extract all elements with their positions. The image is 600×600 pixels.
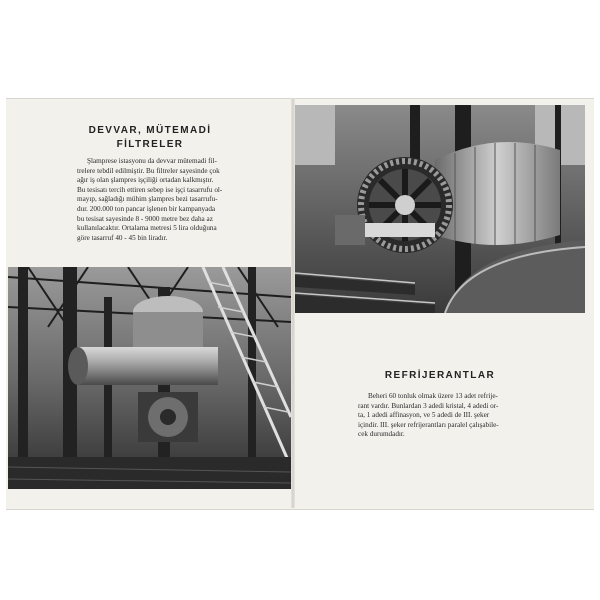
filters-heading-line1: DEVVAR, MÜTEMADİ xyxy=(88,125,212,136)
paragraph-line: Beheri 60 tonluk olmak üzere 13 adet refrije- xyxy=(368,392,498,400)
refrigerants-heading xyxy=(335,369,545,383)
paragraph-line: bu tesisat sayesinde 8 - 9000 metre bez daha az xyxy=(77,214,213,223)
paragraph-line: ağır iş olan şlampres işçiliği ortadan kalkmıştır. xyxy=(77,176,214,185)
paragraph-line: dur. 200.000 ton pancar işlenen bir kampanyada xyxy=(77,204,216,213)
paragraph-line: trelere tebdil edilmiştir. Bu filtreler sayesinde çok xyxy=(77,166,220,175)
paragraph-line: rant vardır. Bunlardan 3 adedi kristal, 4 adedi or- xyxy=(358,401,499,410)
rotary-filter-illustration xyxy=(295,105,585,313)
paragraph-line: göre tasarruf 40 - 45 bin liradır. xyxy=(77,233,168,242)
factory-structure-photo xyxy=(8,267,291,489)
paragraph-line: mayıp, sağladığı mühim şlampres bezi tasarrufu- xyxy=(77,195,218,204)
factory-structure-illustration xyxy=(8,267,291,489)
paragraph-line: içindir. III. şeker refrijerantları paralel çalışabile- xyxy=(358,420,499,429)
paragraph-line: Bu tesisatı tercih ettiren sebep ise işçi tasarrufu ol- xyxy=(77,185,223,194)
paragraph-line: cek durumdadır. xyxy=(358,430,405,439)
filters-heading xyxy=(40,124,260,152)
paragraph-line: Şlamprese istasyonu da devvar mütemadi fil- xyxy=(87,157,217,165)
rotary-filter-photo xyxy=(295,105,585,313)
filters-paragraph xyxy=(77,157,262,243)
refrigerants-heading-text: REFRİJERANTLAR xyxy=(384,370,496,381)
paragraph-line: ta, 1 adedi affinasyon, ve 5 adedi de III. şeker xyxy=(358,411,490,420)
filters-heading-line2: FİLTRELER xyxy=(116,139,184,150)
paragraph-line: kullanılacaktır. Ortalama metresi 5 lira olduğuna xyxy=(77,224,217,233)
refrigerants-paragraph xyxy=(358,392,538,440)
